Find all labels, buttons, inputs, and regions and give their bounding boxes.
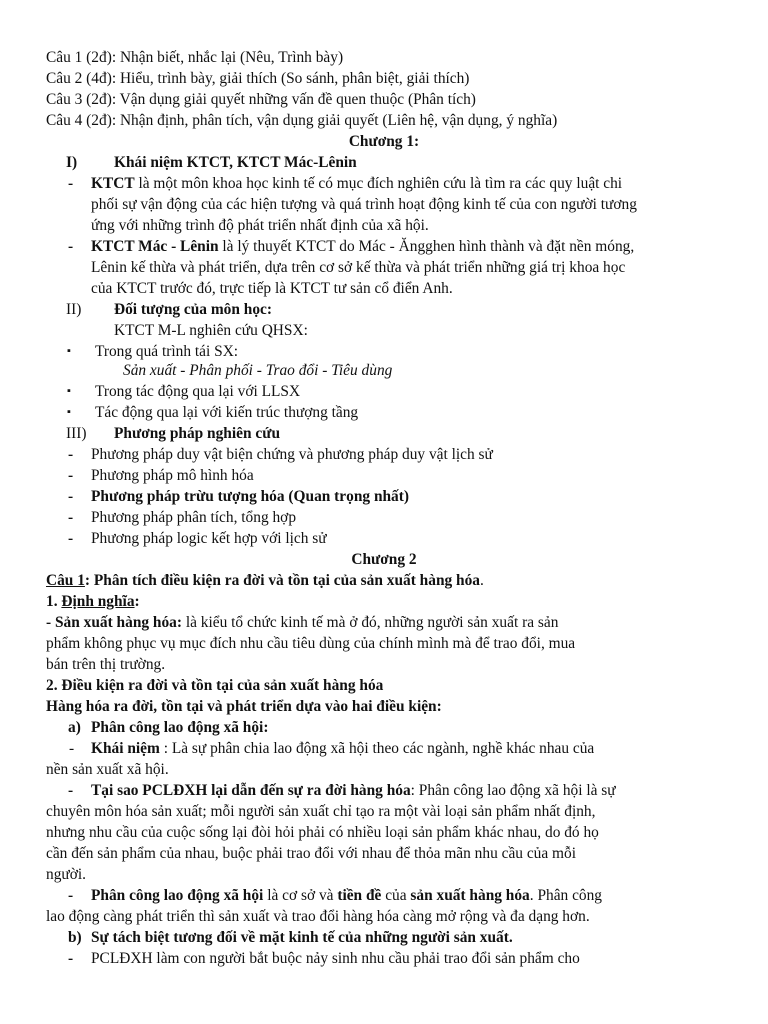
dash-marker: - bbox=[68, 488, 74, 505]
reason-line-5: người. bbox=[46, 866, 86, 883]
definition-text: là kiểu tổ chức kinh tế mà ở đó, những người sản xuất ra sản bbox=[182, 614, 559, 631]
concept-line-1 bbox=[91, 738, 594, 759]
ml-definition-line-2: Lênin kế thừa và phát triển, dựa trên cơ sở kế thừa và phát triển những giá trị khoa học bbox=[91, 259, 626, 276]
reason-line-1 bbox=[91, 780, 616, 801]
definition-term: - Sản xuất hàng hóa: bbox=[46, 614, 182, 631]
ktct-definition-line-2: phối sự vận động của các hiện tượng và quá trình hoạt động kinh tế của con người tương bbox=[91, 196, 637, 213]
ml-definition-line-3: của KTCT trước đó, trực tiếp là KTCT tư sản cổ điển Anh. bbox=[91, 280, 453, 297]
ktct-definition-line-1 bbox=[91, 173, 622, 194]
heading-colon: : bbox=[134, 593, 140, 610]
definition-line-2: phẩm không phục vụ mục đích nhu cầu tiêu dùng của chính mình mà để trao đổi, mua bbox=[46, 635, 576, 652]
division-text-2: của bbox=[381, 887, 411, 904]
dash-marker: - bbox=[68, 509, 74, 526]
section-2-title: Đối tượng của môn học: bbox=[114, 301, 272, 318]
question-4-weight: Câu 4 (2đ): Nhận định, phân tích, vận dụng giải quyết (Liên hệ, vận dụng, ý nghĩa) bbox=[46, 112, 558, 129]
method-3: Phương pháp trừu tượng hóa (Quan trọng nhất) bbox=[91, 488, 410, 505]
division-term: Phân công lao động xã hội bbox=[91, 887, 264, 904]
method-2: Phương pháp mô hình hóa bbox=[91, 467, 254, 484]
reproduction-stages: Sản xuất - Phân phối - Trao đổi - Tiêu dùng bbox=[123, 362, 393, 379]
concept-text: : Là sự phân chia lao động xã hội theo các ngành, nghề khác nhau của bbox=[159, 740, 595, 757]
section-3-number: III) bbox=[66, 425, 87, 442]
reason-text: : Phân công lao động xã hội là sự bbox=[410, 782, 616, 799]
reason-line-4: cần đến sản phẩm của nhau, buộc phải trao đổi với nhau để thỏa mãn nhu cầu của mỗi bbox=[46, 845, 576, 862]
definition-line-3: bán trên thị trường. bbox=[46, 656, 166, 673]
concept-term: Khái niệm bbox=[91, 740, 160, 757]
concept-line-2: nền sản xuất xã hội. bbox=[46, 761, 169, 778]
dash-marker: - bbox=[68, 175, 74, 192]
commodity-production-term: sản xuất hàng hóa bbox=[410, 887, 530, 904]
ml-definition-line-1 bbox=[91, 236, 634, 257]
square-bullet-icon: ▪ bbox=[67, 406, 71, 418]
dash-marker: - bbox=[69, 740, 75, 757]
question-dot: . bbox=[480, 572, 484, 589]
question-2-weight: Câu 2 (4đ): Hiểu, trình bày, giải thích (So sánh, phân biệt, giải thích) bbox=[46, 70, 470, 87]
chapter-2-title: Chương 2 bbox=[351, 551, 417, 568]
dash-marker: - bbox=[68, 530, 74, 547]
heading-text: Định nghĩa bbox=[61, 593, 135, 610]
question-1-weight: Câu 1 (2đ): Nhận biết, nhắc lại (Nêu, Trình bày) bbox=[46, 49, 344, 66]
dash-marker: - bbox=[68, 887, 74, 904]
method-4: Phương pháp phân tích, tổng hợp bbox=[91, 509, 297, 526]
ktct-definition-text: là một môn khoa học kinh tế có mục đích nghiên cứu là tìm ra các quy luật chi bbox=[134, 175, 623, 192]
conditions-intro: Hàng hóa ra đời, tồn tại và phát triển dựa vào hai điều kiện: bbox=[46, 698, 442, 715]
section-1-title: Khái niệm KTCT, KTCT Mác-Lênin bbox=[114, 154, 357, 171]
last-line: PCLĐXH làm con người bắt buộc nảy sinh nhu cầu phải trao đổi sản phẩm cho bbox=[91, 950, 580, 967]
division-text: là cơ sở và bbox=[263, 887, 338, 904]
ml-term: KTCT Mác - Lênin bbox=[91, 238, 219, 255]
heading-number: 1. bbox=[46, 593, 62, 610]
dash-marker: - bbox=[68, 238, 74, 255]
section-2-intro: KTCT M-L nghiên cứu QHSX: bbox=[114, 322, 308, 339]
section-1-number: I) bbox=[66, 154, 78, 171]
section-3-title: Phương pháp nghiên cứu bbox=[114, 425, 280, 442]
reason-line-3: nhưng nhu cầu của cuộc sống lại đòi hỏi phải có nhiều loại sản phẩm khác nhau, do đó họ bbox=[46, 824, 599, 841]
ml-definition-text: là lý thuyết KTCT do Mác - Ăngghen hình thành và đặt nền móng, bbox=[218, 238, 635, 255]
question-text: : Phân tích điều kiện ra đời và tồn tại của sản xuất hàng hóa bbox=[84, 572, 480, 589]
division-line-1 bbox=[91, 885, 602, 906]
sub-b-label: b) bbox=[68, 929, 82, 946]
dash-marker: - bbox=[68, 467, 74, 484]
dash-marker: - bbox=[68, 950, 74, 967]
sub-a-title: Phân công lao động xã hội: bbox=[91, 719, 269, 736]
square-bullet-icon: ▪ bbox=[67, 345, 71, 357]
reason-line-2: chuyên môn hóa sản xuất; mỗi người sản xuất chỉ tạo ra một vài loại sản phẩm nhất định, bbox=[46, 803, 596, 820]
ktct-definition-line-3: ứng với những trình độ phát triển nhất định của xã hội. bbox=[91, 217, 429, 234]
method-5: Phương pháp logic kết hợp với lịch sử bbox=[91, 530, 327, 547]
premise-term: tiền đề bbox=[337, 887, 382, 904]
dash-marker: - bbox=[68, 446, 74, 463]
square-bullet-icon: ▪ bbox=[67, 385, 71, 397]
dash-marker: - bbox=[68, 782, 74, 799]
sub-b-title: Sự tách biệt tương đối về mặt kinh tế của những người sản xuất. bbox=[91, 929, 513, 946]
question-3-weight: Câu 3 (2đ): Vận dụng giải quyết những vấn đề quen thuộc (Phân tích) bbox=[46, 91, 476, 108]
bullet-reproduction: Trong quá trình tái SX: bbox=[95, 343, 239, 360]
reason-term: Tại sao PCLĐXH lại dẫn đến sự ra đời hàng hóa bbox=[91, 782, 411, 799]
bullet-superstructure: Tác động qua lại với kiến trúc thượng tầng bbox=[95, 404, 359, 421]
heading-conditions: 2. Điều kiện ra đời và tồn tại của sản xuất hàng hóa bbox=[46, 677, 384, 694]
ktct-term: KTCT bbox=[91, 175, 135, 192]
section-2-number: II) bbox=[66, 301, 82, 318]
heading-definition bbox=[46, 591, 140, 612]
division-line-2: lao động càng phát triển thì sản xuất và trao đổi hàng hóa càng mở rộng và đa dạng hơn. bbox=[46, 908, 590, 925]
chapter-2-question bbox=[46, 570, 484, 591]
sub-a-label: a) bbox=[68, 719, 81, 736]
division-text-end: . Phân công bbox=[529, 887, 602, 904]
chapter-1-title: Chương 1: bbox=[348, 133, 420, 150]
method-1: Phương pháp duy vật biện chứng và phương pháp duy vật lịch sử bbox=[91, 446, 493, 463]
definition-line-1 bbox=[46, 612, 558, 633]
question-label: Câu 1 bbox=[46, 572, 85, 589]
bullet-llsx: Trong tác động qua lại với LLSX bbox=[95, 383, 301, 400]
